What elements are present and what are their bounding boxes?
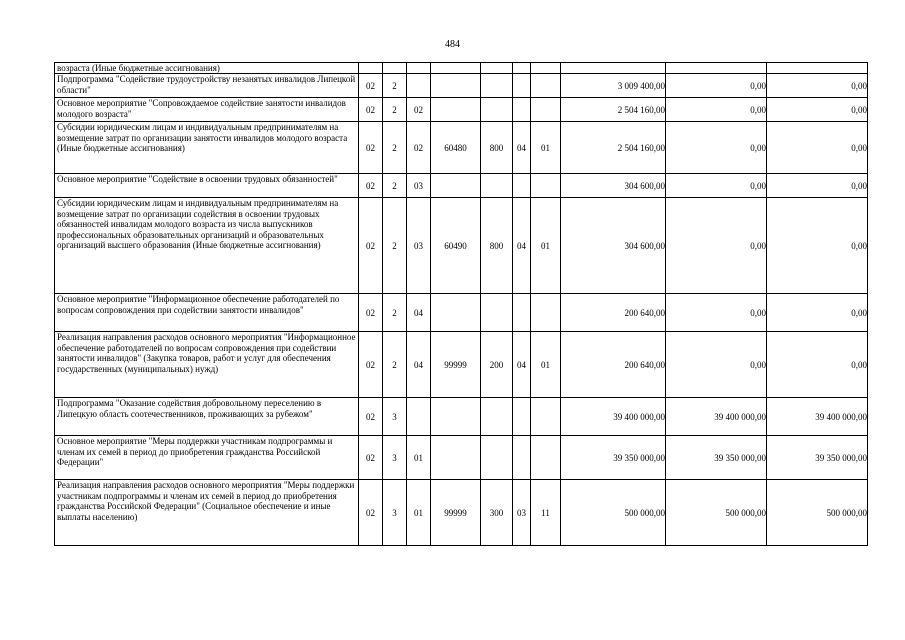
code-sub (383, 63, 407, 74)
code-section (513, 436, 531, 480)
code-section: 04 (513, 332, 531, 398)
code-subsection (531, 174, 561, 198)
value-year1: 304 600,00 (561, 174, 666, 198)
table-row (55, 174, 868, 198)
code-section (513, 174, 531, 198)
table-row (55, 480, 868, 546)
code-gp: 02 (359, 198, 383, 294)
code-event: 02 (407, 122, 431, 174)
code-direction (431, 294, 481, 332)
code-sub: 3 (383, 436, 407, 480)
value-year3: 0,00 (767, 74, 868, 98)
code-sub: 2 (383, 174, 407, 198)
row-name: возраста (Иные бюджетные ассигнования) (55, 63, 359, 74)
value-year3: 39 400 000,00 (767, 398, 868, 436)
code-type: 300 (481, 480, 513, 546)
code-subsection: 01 (531, 198, 561, 294)
code-gp: 02 (359, 98, 383, 122)
code-direction (431, 174, 481, 198)
code-event: 01 (407, 436, 431, 480)
code-subsection: 01 (531, 332, 561, 398)
value-year2: 0,00 (666, 294, 767, 332)
value-year3: 0,00 (767, 122, 868, 174)
code-type (481, 63, 513, 74)
code-direction: 99999 (431, 480, 481, 546)
code-event: 03 (407, 174, 431, 198)
value-year1: 200 640,00 (561, 294, 666, 332)
code-gp: 02 (359, 332, 383, 398)
code-direction: 99999 (431, 332, 481, 398)
code-section (513, 398, 531, 436)
code-event: 04 (407, 332, 431, 398)
code-type: 800 (481, 198, 513, 294)
code-direction: 60490 (431, 198, 481, 294)
value-year2: 500 000,00 (666, 480, 767, 546)
code-event: 01 (407, 480, 431, 546)
code-gp: 02 (359, 122, 383, 174)
table-row (55, 332, 868, 398)
code-subsection: 11 (531, 480, 561, 546)
row-name: Подпрограмма "Содействие трудоустройству незанятых инвалидов Липецкой области" (55, 74, 359, 98)
code-sub: 2 (383, 98, 407, 122)
row-name: Основное мероприятие "Сопровождаемое содействие занятости инвалидов молодого возраста" (55, 98, 359, 122)
budget-table (54, 62, 868, 546)
code-section (513, 74, 531, 98)
code-section: 04 (513, 122, 531, 174)
code-event: 04 (407, 294, 431, 332)
value-year3: 0,00 (767, 198, 868, 294)
code-direction (431, 74, 481, 98)
value-year2: 0,00 (666, 332, 767, 398)
row-name: Субсидии юридическим лицам и индивидуальным предпринимателям на возмещение затрат по организации занятости инвалидов молодого возраста (Иные бюджетные ассигнования) (55, 122, 359, 174)
value-year1: 39 400 000,00 (561, 398, 666, 436)
code-subsection (531, 98, 561, 122)
code-subsection (531, 74, 561, 98)
code-section (513, 63, 531, 74)
code-section: 04 (513, 198, 531, 294)
code-gp: 02 (359, 174, 383, 198)
code-section (513, 294, 531, 332)
value-year2: 0,00 (666, 198, 767, 294)
value-year3: 39 350 000,00 (767, 436, 868, 480)
value-year2 (666, 63, 767, 74)
row-name: Субсидии юридическим лицам и индивидуальным предпринимателям на возмещение затрат по организации содействия в освоении трудовых обязанностей инвалидам молодого возраста из числа выпускников профессиональных образовательных организаций и образовательных организаций высшего образования (Иные бюджетные ассигнования) (55, 198, 359, 294)
code-event: 02 (407, 98, 431, 122)
row-name: Подпрограмма "Оказание содействия добровольному переселению в Липецкую область соотечественников, проживающих за рубежом" (55, 398, 359, 436)
page-number: 484 (445, 39, 460, 50)
row-name: Реализация направления расходов основного мероприятия "Меры поддержки участникам подпрограммы и членам их семей в период до приобретения гражданства Российской Федерации" (Социальное обеспечение и иные выплаты населению) (55, 480, 359, 546)
value-year3: 0,00 (767, 294, 868, 332)
code-gp: 02 (359, 398, 383, 436)
value-year2: 39 400 000,00 (666, 398, 767, 436)
value-year1 (561, 63, 666, 74)
code-event: 03 (407, 198, 431, 294)
value-year1: 200 640,00 (561, 332, 666, 398)
row-name: Основное мероприятие "Содействие в освоении трудовых обязанностей" (55, 174, 359, 198)
code-sub: 3 (383, 398, 407, 436)
code-type (481, 74, 513, 98)
code-event (407, 74, 431, 98)
value-year1: 3 009 400,00 (561, 74, 666, 98)
value-year2: 0,00 (666, 98, 767, 122)
value-year3: 0,00 (767, 174, 868, 198)
value-year1: 2 504 160,00 (561, 98, 666, 122)
code-type (481, 174, 513, 198)
code-direction (431, 436, 481, 480)
code-gp: 02 (359, 294, 383, 332)
code-direction (431, 98, 481, 122)
code-event (407, 63, 431, 74)
code-type: 200 (481, 332, 513, 398)
code-type (481, 98, 513, 122)
code-sub: 2 (383, 122, 407, 174)
table-row (55, 63, 868, 74)
value-year2: 39 350 000,00 (666, 436, 767, 480)
code-subsection: 01 (531, 122, 561, 174)
code-section: 03 (513, 480, 531, 546)
code-gp (359, 63, 383, 74)
value-year1: 39 350 000,00 (561, 436, 666, 480)
value-year2: 0,00 (666, 122, 767, 174)
table-row (55, 74, 868, 98)
code-type: 800 (481, 122, 513, 174)
value-year1: 500 000,00 (561, 480, 666, 546)
value-year3 (767, 63, 868, 74)
code-subsection (531, 398, 561, 436)
row-name: Реализация направления расходов основного мероприятия "Информационное обеспечение работодателей по вопросам сопровождения при содействии занятости инвалидов" (Закупка товаров, работ и услуг для обеспечения государственных (муниципальных) нужд) (55, 332, 359, 398)
value-year1: 2 504 160,00 (561, 122, 666, 174)
code-type (481, 436, 513, 480)
value-year3: 0,00 (767, 332, 868, 398)
value-year3: 500 000,00 (767, 480, 868, 546)
code-section (513, 98, 531, 122)
row-name: Основное мероприятие "Меры поддержки участникам подпрограммы и членам их семей в период до приобретения гражданства Российской Федерации" (55, 436, 359, 480)
table-row (55, 436, 868, 480)
code-direction (431, 63, 481, 74)
code-subsection (531, 294, 561, 332)
code-type (481, 398, 513, 436)
code-direction: 60480 (431, 122, 481, 174)
table-row (55, 398, 868, 436)
code-subsection (531, 436, 561, 480)
code-sub: 2 (383, 332, 407, 398)
table-row (55, 198, 868, 294)
row-name: Основное мероприятие "Информационное обеспечение работодателей по вопросам сопровождения при содействии занятости инвалидов" (55, 294, 359, 332)
value-year3: 0,00 (767, 98, 868, 122)
table-row (55, 122, 868, 174)
code-sub: 3 (383, 480, 407, 546)
code-direction (431, 398, 481, 436)
table-row (55, 294, 868, 332)
code-sub: 2 (383, 294, 407, 332)
code-gp: 02 (359, 74, 383, 98)
value-year2: 0,00 (666, 74, 767, 98)
code-subsection (531, 63, 561, 74)
table-row (55, 98, 868, 122)
code-sub: 2 (383, 198, 407, 294)
value-year2: 0,00 (666, 174, 767, 198)
code-event (407, 398, 431, 436)
value-year1: 304 600,00 (561, 198, 666, 294)
code-gp: 02 (359, 436, 383, 480)
code-sub: 2 (383, 74, 407, 98)
code-gp: 02 (359, 480, 383, 546)
code-type (481, 294, 513, 332)
